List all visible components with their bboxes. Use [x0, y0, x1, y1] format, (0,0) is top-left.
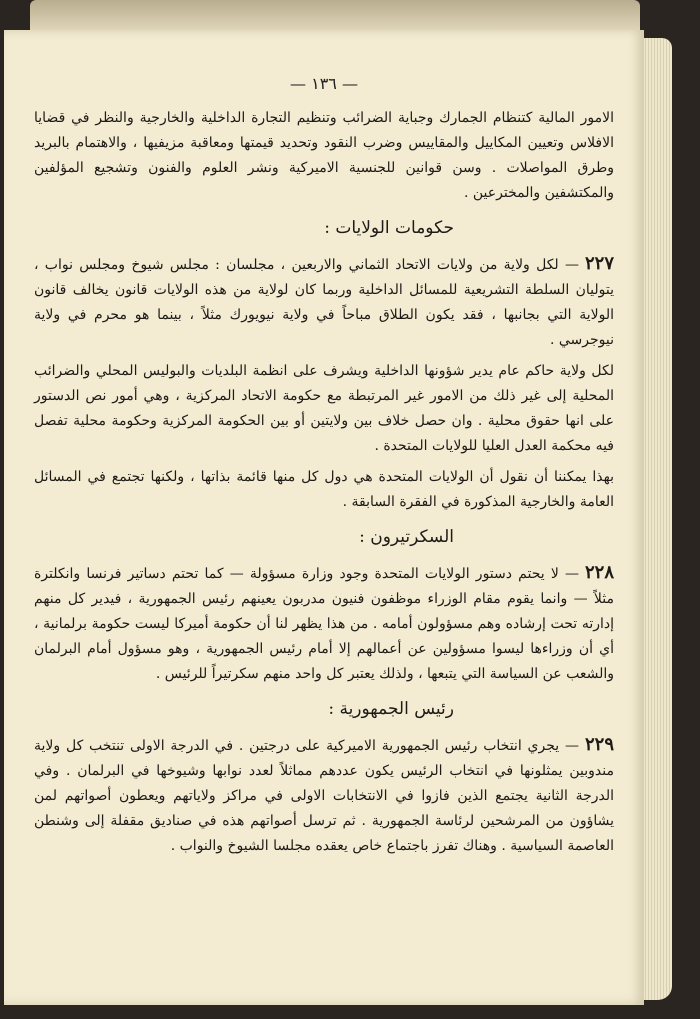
numbered-paragraph — [34, 251, 614, 353]
book-page — [4, 30, 644, 1005]
paragraph-text: — يجري انتخاب رئيس الجمهورية الاميركية على درجتين . في الدرجة الاولى تنتخب كل ولاية مندوبين يمثلونها في انتخاب الرئيس يكون عددهم مماثلاً لعدد نوابها وشيوخها في البرلمان . وفي الدرجة الثانية يجتمع الذين فازوا في الانتخابات الاولى في مراكز ولاياتهم ويعطون أصواتهم لمن يشاؤون من المرشحين لرئاسة الجمهورية . ثم ترسل أصواتهم هذه في صناديق مقفلة إلى وشنطن العاصمة السياسية . وهناك تفرز باجتماع خاص يعقده مجلسا الشيوخ والنواب . — [34, 738, 614, 854]
book-spine-top — [30, 0, 640, 34]
paragraph: بهذا يمكننا أن نقول أن الولايات المتحدة هي دول كل منها قائمة بذاتها ، ولكنها تجتمع في المسائل العامة والخارجية المذكورة في الفقرة السابقة . — [34, 469, 614, 510]
section-heading: حكومات الولايات : — [324, 218, 454, 238]
paragraph-number: ٢٢٨ — [584, 562, 614, 583]
paragraph-number: ٢٢٩ — [584, 734, 614, 755]
numbered-paragraph — [34, 560, 614, 687]
numbered-paragraph — [34, 732, 614, 859]
paragraph: لكل ولاية حاكم عام يدير شؤونها الداخلية ويشرف على انظمة البلديات والبوليس المحلي والضرائب المحلية إلى غير ذلك من الامور غير المرتبطة مع حكومة الاتحاد المركزية ، وهي أمور نص الدستور على انها حقوق محلية . وان حصل خلاف بين ولايتين أو بين الحكومة المركزية وحكومة محلية تفصل فيه محكمة العدل العليا للولايات المتحدة . — [34, 363, 614, 454]
section-heading: رئيس الجمهورية : — [328, 699, 454, 719]
paragraph-text: — لا يحتم دستور الولايات المتحدة وجود وزارة مسؤولة — كما تحتم دساتير فرنسا وانكلترة مثلاً — وانما يقوم مقام الوزراء موظفون فنيون مدربون يعينهم رئيس الجمهورية ، فيدير كل منهم إدارته تحت إرشاده وهم مسؤولون أمامه . من هذا يظهر لنا أن حكومة أميركا ليست حكومة برلمانية ، أي أن وزراءها ليسوا مسؤولين عن أعمالهم إلا أمام رئيس الجمهورية ، وهو مسؤول أمام البرلمان والشعب عن السياسة التي يتبعها ، ولذلك يعتبر كل واحد منهم سكرتيراً للرئيس . — [34, 566, 614, 682]
paragraph: الامور المالية كتنظام الجمارك وجباية الضرائب وتنظيم التجارة الداخلية والخارجية والنظر في قضايا الافلاس وتعيين المكاييل والمقاييس وضرب النقود وتحديد قيمتها ومعاقبة مزيفيها ، والاهتمام بالبريد وطرق المواصلات . وسن قوانين للجنسية الاميركية ونشر العلوم والفنون وتشجيع المؤلفين والمكتشفين والمخترعين . — [34, 110, 614, 201]
page-body — [34, 106, 614, 865]
paragraph-text: — لكل ولاية من ولايات الاتحاد الثماني والاربعين ، مجلسان : مجلس شيوخ ومجلس نواب ، يتوليان السلطة التشريعية للمسائل الداخلية وربما كان لولاية من هذه الولايات قانون يخالف قانون الولاية التي بجانبها ، فقد يكون الطلاق مباحاً في ولاية نيويورك مثلاً ، بينما هو محرم في ولاية نيوجرسي . — [34, 257, 614, 348]
section-heading: السكرتيرون : — [359, 527, 454, 547]
paragraph-number: ٢٢٧ — [584, 253, 614, 274]
page-number: — ١٣٦ — — [290, 74, 358, 93]
